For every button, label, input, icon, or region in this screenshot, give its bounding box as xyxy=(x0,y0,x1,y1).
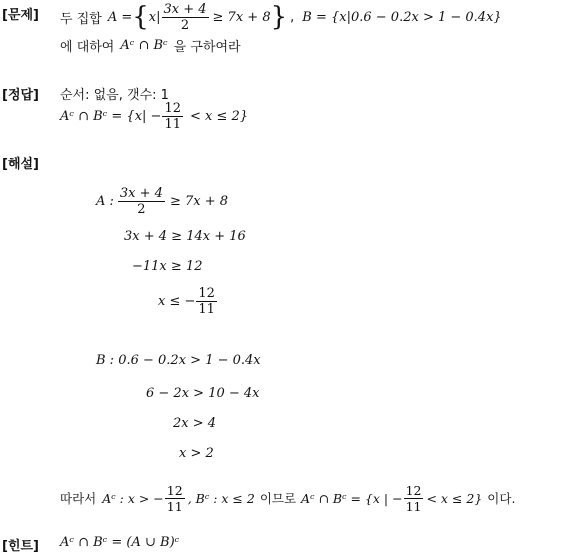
set-a-head: A = xyxy=(107,9,133,25)
solution-b-line-4: x > 2 xyxy=(179,446,214,461)
problem-label: [문제] xyxy=(2,8,39,23)
sol-a4-frac-den: 11 xyxy=(198,301,215,317)
set-a-frac-den: 2 xyxy=(180,17,190,33)
sol-a4-left: x ≤ − xyxy=(158,293,196,309)
sol-a4-fraction xyxy=(196,286,217,317)
sol-a-fraction xyxy=(118,186,165,217)
conclusion-a-num: 12 xyxy=(166,482,183,498)
conclusion-b: , Bᶜ : x ≤ 2 xyxy=(187,490,255,506)
problem-line2-expr: Aᶜ ∩ Bᶜ xyxy=(120,38,168,53)
hint-expr: Aᶜ ∩ Bᶜ = (A ∪ B)ᶜ xyxy=(60,535,180,550)
set-a-cond-left: x| xyxy=(148,9,161,25)
answer-expr-left: Aᶜ ∩ Bᶜ = {x| − xyxy=(60,108,162,124)
solution-a-line-3: −11x ≥ 12 xyxy=(132,259,203,274)
conclusion-fraction xyxy=(404,483,424,514)
conclusion-suffix: 이다. xyxy=(487,491,516,506)
problem-line2-prefix: 에 대하여 xyxy=(60,40,115,55)
solution-b-line-3: 2x > 4 xyxy=(173,416,217,431)
solution-b-line-2: 6 − 2x > 10 − 4x xyxy=(146,386,260,401)
problem-sep: , xyxy=(290,9,295,25)
answer-line-2 xyxy=(60,98,248,134)
answer-label: [정답] xyxy=(2,88,39,103)
problem-prefix: 두 집합 xyxy=(60,11,102,27)
answer-frac-num: 12 xyxy=(164,100,181,116)
conclusion-a: Aᶜ : x > − xyxy=(102,490,164,506)
set-b-definition: B = {x|0.6 − 0.2x > 1 − 0.4x} xyxy=(302,9,502,25)
solution-a-line-2: 3x + 4 ≥ 14x + 16 xyxy=(124,229,246,244)
solution-conclusion xyxy=(60,478,515,518)
conclusion-a-den: 11 xyxy=(166,498,183,514)
conclusion-mid: 이므로 xyxy=(259,491,297,506)
set-a-frac-num: 3x + 4 xyxy=(163,1,207,17)
answer-fraction xyxy=(162,101,183,132)
conclusion-num: 12 xyxy=(405,482,422,498)
problem-line-1 xyxy=(60,0,502,34)
set-a-cond-right: ≥ 7x + 8 xyxy=(212,9,271,25)
sol-a-right: ≥ 7x + 8 xyxy=(169,193,228,209)
problem-line2-suffix: 을 구하여라 xyxy=(173,40,241,55)
hint-label: [힌트] xyxy=(2,539,39,554)
conclusion-expr: Aᶜ ∩ Bᶜ = {x | − xyxy=(301,490,403,506)
solution-a-line-1 xyxy=(96,182,228,220)
solution-label: [해설] xyxy=(2,157,39,172)
answer-expr-right: < x ≤ 2} xyxy=(189,108,249,124)
conclusion-den: 11 xyxy=(405,498,422,514)
set-a-open-brace: { xyxy=(132,2,149,32)
set-a-close-brace: } xyxy=(270,2,288,32)
problem-line-2 xyxy=(60,36,241,55)
sol-a-left: A : xyxy=(96,193,114,209)
sol-a4-frac-num: 12 xyxy=(198,285,215,301)
conclusion-expr-right: < x ≤ 2} xyxy=(426,490,483,506)
solution-b-line-1: B : 0.6 − 0.2x > 1 − 0.4x xyxy=(96,353,261,368)
answer-line-1: 순서: 없음, 갯수: 1 xyxy=(60,88,169,103)
sol-a-frac-den: 2 xyxy=(137,201,146,217)
conclusion-prefix: 따라서 xyxy=(60,491,97,506)
conclusion-a-fraction xyxy=(165,483,185,514)
sol-a-frac-num: 3x + 4 xyxy=(119,185,163,201)
set-a-fraction xyxy=(162,2,209,33)
solution-a-line-4 xyxy=(158,283,218,319)
answer-frac-den: 11 xyxy=(164,116,181,132)
